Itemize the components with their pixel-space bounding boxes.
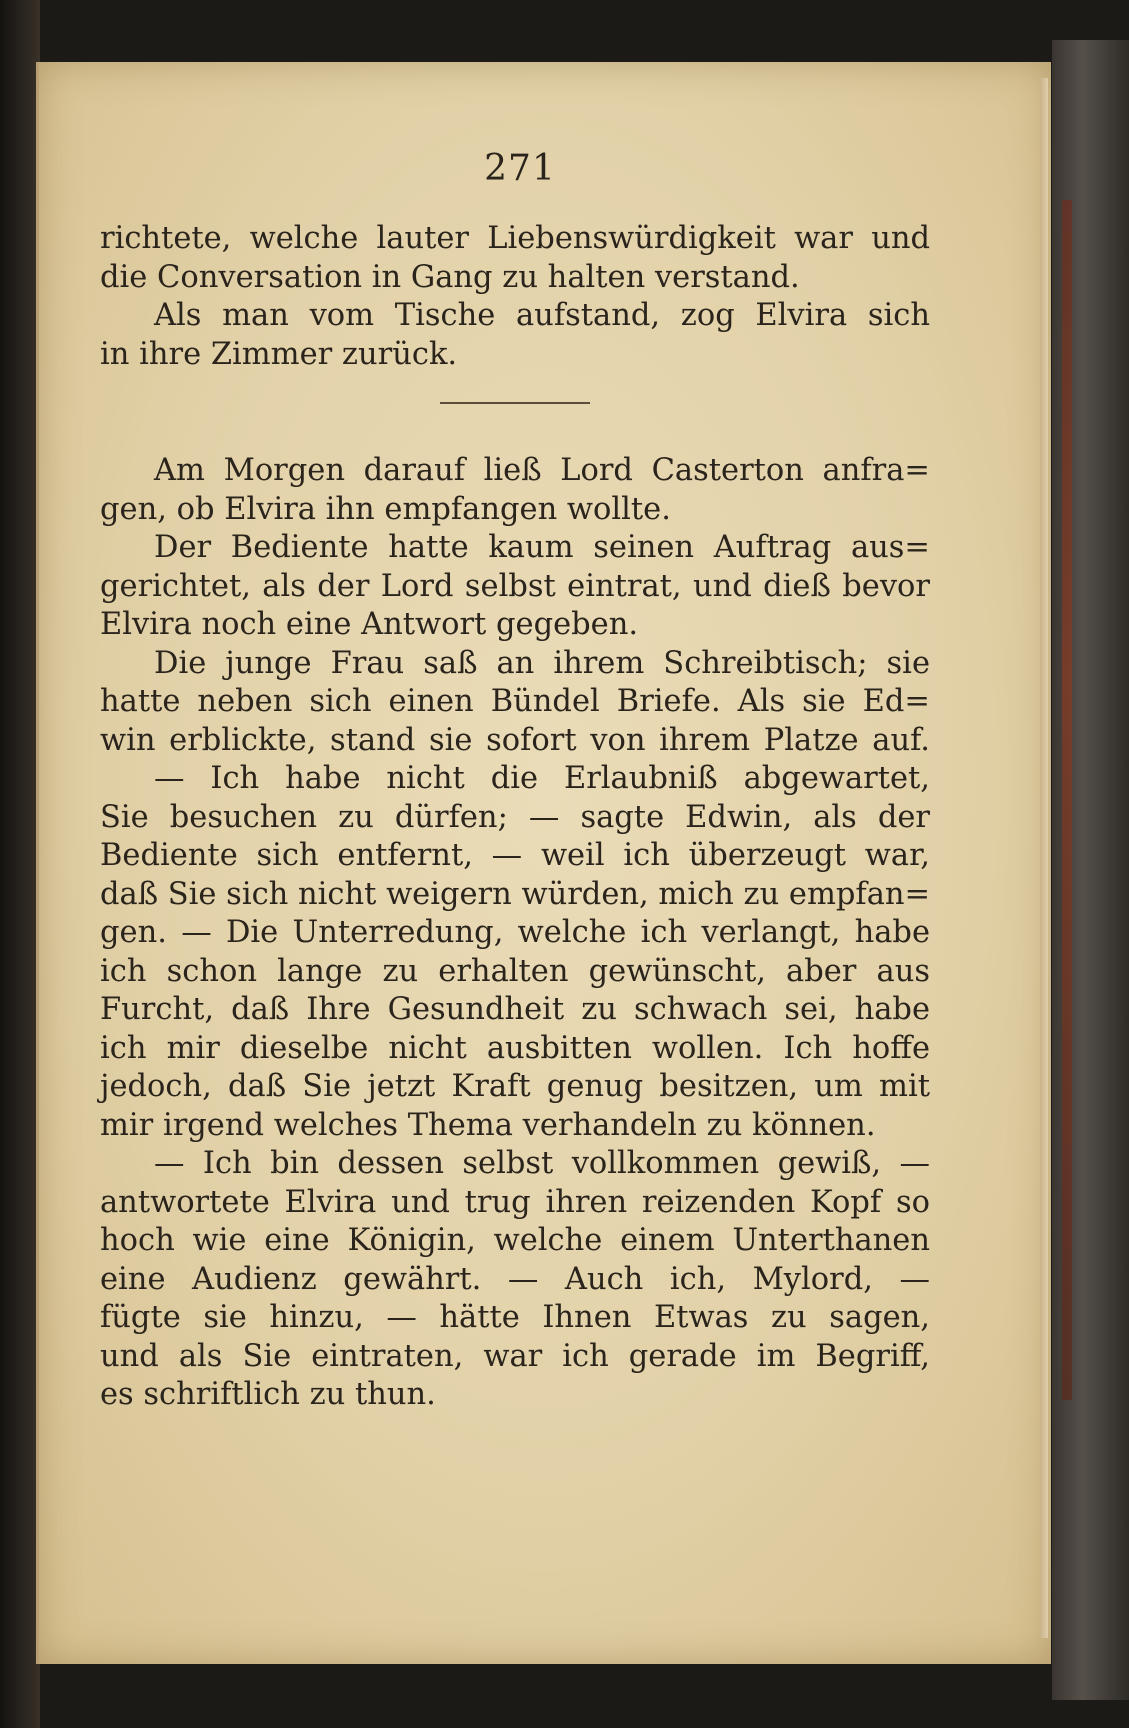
text-line: richtete, welche lauter Liebenswürdigkeit war und (100, 221, 930, 256)
text-line: in ihre Zimmer zurück. (100, 336, 458, 372)
text-line: Als man vom Tische aufstand, zog Elvira sich (154, 298, 930, 333)
text-line: Die junge Frau saß an ihrem Schreibtisch; sie (154, 645, 930, 681)
text-line: Elvira noch eine Antwort gegeben. (100, 607, 639, 642)
text-line: fügte sie hinzu, — hätte Ihnen Etwas zu sagen, (100, 1300, 930, 1335)
text-line: jedoch, daß Sie jetzt Kraft genug besitzen, um mit (100, 1069, 930, 1104)
text-line: Furcht, daß Ihre Gesundheit zu schwach sei, habe (100, 992, 930, 1027)
text-line: gerichtet, als der Lord selbst eintrat, und dieß bevor (100, 568, 930, 604)
section-divider (440, 402, 590, 404)
text-line: gen. — Die Unterredung, welche ich verlangt, habe (100, 915, 930, 950)
text-line: Am Morgen darauf ließ Lord Casterton anfra= (154, 453, 930, 488)
text-line: — Ich habe nicht die Erlaubniß abgewartet, (154, 761, 930, 796)
text-line: hoch wie eine Königin, welche einem Unterthanen (100, 1223, 930, 1258)
text-line: Bediente sich entfernt, — weil ich überzeugt war, (100, 838, 930, 873)
page-number: 271 (484, 148, 556, 189)
book-cover-left (0, 0, 40, 1728)
text-line: eine Audienz gewährt. — Auch ich, Mylord, — (100, 1261, 930, 1297)
page-text (100, 220, 930, 1415)
text-line: die Conversation in Gang zu halten verstand. (100, 259, 800, 295)
text-line: ich schon lange zu erhalten gewünscht, aber aus (100, 953, 930, 989)
text-line: und als Sie eintraten, war ich gerade im Begriff, (100, 1338, 930, 1374)
text-line: daß Sie sich nicht weigern würden, mich zu empfan= (100, 876, 931, 912)
text-line: hatte neben sich einen Bündel Briefe. Als sie Ed= (100, 684, 930, 719)
page-edge (1040, 78, 1048, 1638)
text-line: antwortete Elvira und trug ihren reizenden Kopf so (100, 1184, 930, 1220)
text-line: Sie besuchen zu dürfen; — sagte Edwin, als der (100, 799, 930, 835)
text-line: Der Bediente hatte kaum seinen Auftrag aus= (154, 530, 930, 565)
text-line: — Ich bin dessen selbst vollkommen gewiß, — (154, 1146, 930, 1181)
text-line: win erblickte, stand sie sofort von ihrem Platze auf. (100, 722, 930, 758)
text-line: mir irgend welches Thema verhandeln zu können. (100, 1107, 876, 1143)
cover-edge-wear (1062, 200, 1072, 1400)
text-line: gen, ob Elvira ihn empfangen wollte. (100, 491, 671, 527)
text-line: ich mir dieselbe nicht ausbitten wollen. Ich hoffe (100, 1030, 930, 1066)
text-line: es schriftlich zu thun. (100, 1377, 436, 1412)
